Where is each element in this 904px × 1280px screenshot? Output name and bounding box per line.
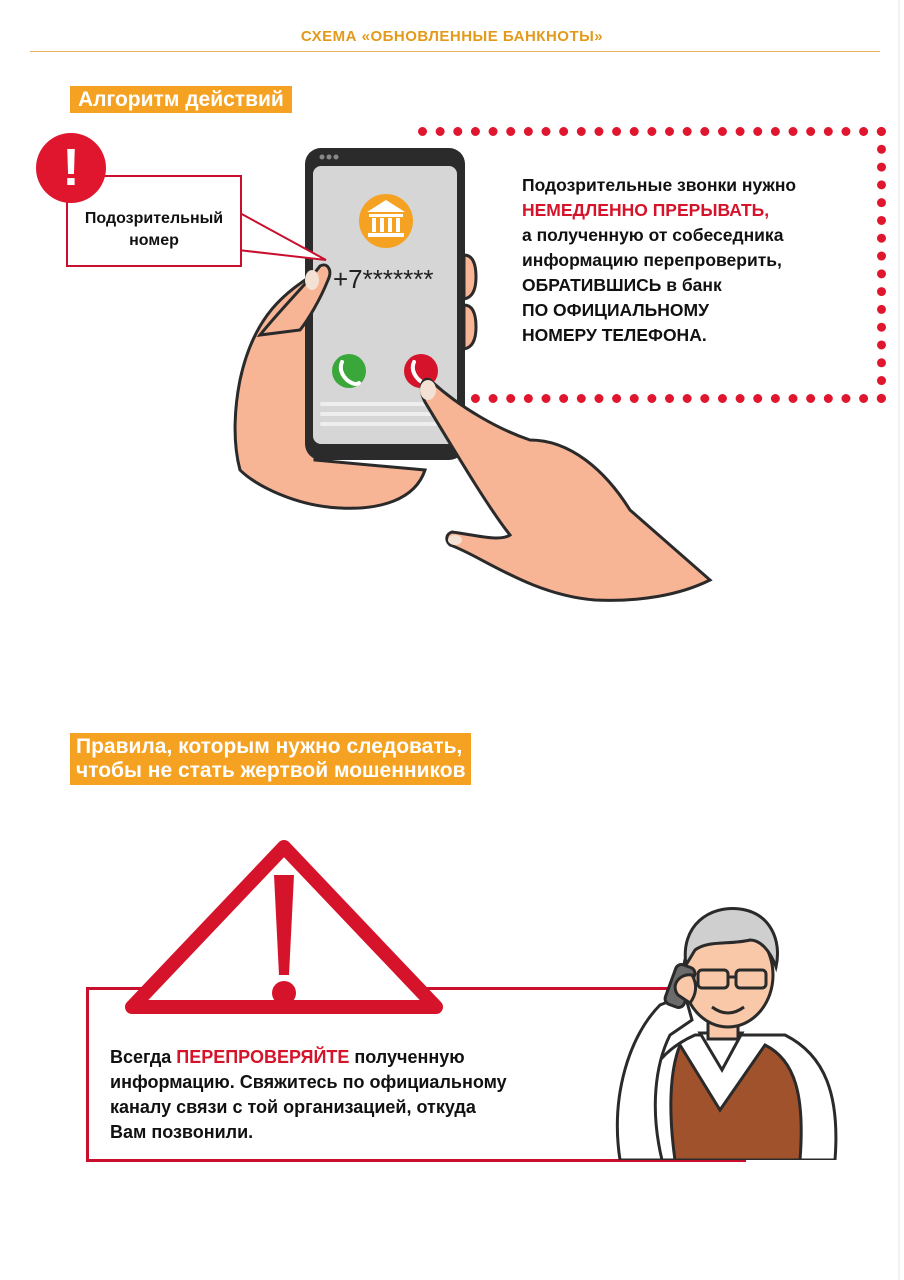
rules-label-line: Правила, которым нужно следовать, [76,735,463,758]
advice-part: Всегда [110,1047,177,1067]
header-divider [30,51,880,52]
warning-triangle-icon [124,835,444,1015]
advice-line: ПО ОФИЦИАЛЬНОМУ [522,300,709,320]
callout-pointer [238,210,328,270]
page-edge [898,0,900,1280]
phone-accept-icon [332,354,366,388]
bank-building-icon [359,194,413,248]
advice-line: а полученную от собеседника [522,225,784,245]
advice-rest: в банк [661,275,722,295]
advice-line: Вам позвонили. [110,1122,254,1142]
advice-caps: ОБРАТИВШИСЬ [522,275,662,295]
advice-line: каналу связи с той организацией, откуда [110,1097,476,1117]
advice-line: НОМЕРУ ТЕЛЕФОНА. [522,325,707,345]
advice-text-verify [110,1045,630,1145]
rules-label-line: чтобы не стать жертвой мошенников [76,759,466,782]
advice-line: Подозрительные звонки нужно [522,175,797,195]
advice-line: информацию перепроверить, [522,250,782,270]
advice-line [110,1045,630,1070]
advice-line: информацию. Свяжитесь по официальному [110,1072,507,1092]
exclamation-circle-icon: ! [36,133,106,203]
elderly-man-on-phone-illustration [600,895,840,1160]
advice-part: полученную [349,1047,465,1067]
advice-highlight: НЕМЕДЛЕННО ПРЕРЫВАТЬ, [522,200,770,220]
advice-highlight: ПЕРЕПРОВЕРЯЙТЕ [176,1047,350,1067]
callout-line: номер [129,232,179,249]
caller-number: +7******* [333,264,434,294]
page-header-title: СХЕМА «ОБНОВЛЕННЫЕ БАНКНОТЫ» [300,28,604,45]
section-rules-label [70,733,471,785]
callout-line: Подозрительный [84,210,224,227]
section-algorithm-label: Алгоритм действий [70,86,292,113]
callout-text [66,208,242,252]
